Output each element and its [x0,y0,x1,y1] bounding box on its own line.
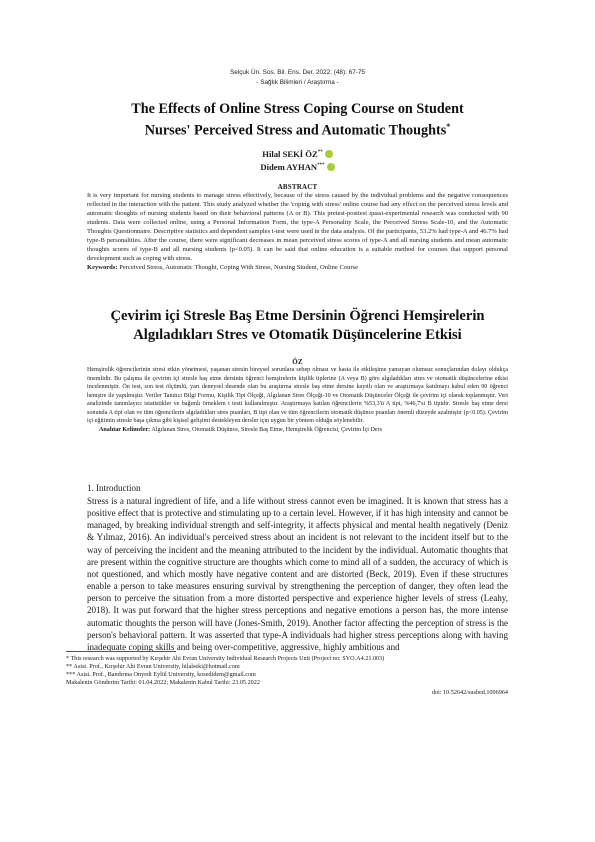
oz-heading: ÖZ [292,358,303,366]
introduction-paragraph: Stress is a natural ingredient of life, and a life without stress cannot even be imagined. It is known that stress has a positive effect that is protective and stimulating up to a certain level. However, if it has high intensity and cannot be managed, by breaking individual strength and self-integrity, it affects physical and mental health negatively (Deniz & Yılmaz, 2016). An individual's perceived stress about an incident is not relevant to the incident itself but to the way of perceiving the incident and the meaning attributed to the incident by the individual. Automatic thoughts that are present within the cognitive structure are thoughts which come to mind all of a sudden, the accuracy of which is not questioned, and which mostly have negative content and are distorted (Beck, 2019). Even if these structures enable a person to take measures ensuring survival by strengthening the perception of danger, they often lead the person to perceive the situation from a more distorted perspective and experience higher levels of stress (Leahy, 2018). It was put forward that the higher stress perceptions and negative emotions a person has, the more intense automatic thoughts the person will have (Jones-Smith, 2019). Another factor affecting the perception of stress is the person's behavioral pattern. It was asserted that type-A individuals had higher stress perceptions along with having inadequate coping skills and being over-competitive, aggressive, highly ambitious and [87,496,508,652]
abstract [87,192,508,273]
footnote: ** Asist. Prof., Kırşehir Ahi Evran University, hilalseki@hotmail.com [66,663,240,671]
title-line-2: Nurses' Perceived Stress and Automatic Thoughts* [144,122,451,139]
introduction-body [87,495,508,653]
orcid-icon[interactable] [327,163,335,171]
author-name: Hilal SEKİ ÖZ [262,149,318,159]
turkish-title-line-1: Çevirim içi Stresle Baş Etme Dersinin Öğrenci Hemşirelerin [110,308,485,324]
journal-header [0,68,595,88]
oz-keywords: Anahtar Kelimeler: Algılanan Stres, Otomatik Düşünce, Stresle Baş Etme, Hemşirelik Öğrencisi, Çevirim İçi Ders [99,426,383,433]
abstract-heading: ABSTRACT [277,183,318,191]
footnote-divider [66,651,176,652]
title-line-1: The Effects of Online Stress Coping Course on Student [131,101,464,117]
footnote: * This research was supported by Kırşehir Ahi Evran University Individual Research Projects Unit (Project no: SYO.A4.21.003) [66,655,385,662]
abstract-keywords: Keywords: Perceived Stress, Automatic Thought, Coping With Stress, Nursing Student, Online Course [87,263,359,271]
journal-citation: Selçuk Ün. Sos. Bil. Ens. Der. 2022; (48): 67-75 [230,69,365,76]
author-name: Didem AYHAN [260,162,318,172]
author-2 [0,162,595,172]
author-1 [0,149,595,159]
author-footnote-mark: *** [317,163,325,169]
footnotes [66,655,526,687]
oz-text: Hemşirelik öğrencilerinin stresi etkin yönetmesi, yaşanan stresin bireysel sorunlara sebep olması ve hasta ile etkileşime yansıyan olumsuz sonuçlarından dolayı oldukça önemlidir. Bu çalışma ile çevirim içi stresle baş etme dersinin öğrenci hemşirelerin kişilik tiplerine (A veya B) göre algıladıkları stres ve otomatik düşüncelerine etkisi incelenmiştir. Ön test, son test ölçümlü, yarı deneysel desende olan bu araştırma stresle baş etme dersine kayıtlı olan ve araştırmaya katılmayı kabul eden 90 öğrenci hemşire ile yapılmıştır. Veriler Tanıtıcı Bilgi Formu, Kişilik Tipi Ölçeği, Algılanan Stres Ölçeği-10 ve Otomatik Düşünceler Ölçeği ile çevirim içi olarak toplanmıştır. Veri analizinde tanımlayıcı istatistikler ve bağımlı örneklem t testi kullanılmıştır. Araştırmaya katılan öğrencilerin %53,3'ü A tipi, %46,7'si B tipidir. Stresle baş etme dersi sonunda A tipi olan ve tüm öğrencilerin algıladıkları stres puanları, B tipi olan ve tüm öğrencilerin otomatik düşünce puanları önemli düzeyde azalmıştır (p<0.05). Çevirim içi eğitimin stresle başa çıkma gibi kişisel gelişimi destekleyen dersler için uygun bir yöntem olduğu söylenebilir. [87,367,508,425]
oz [87,366,508,434]
author-footnote-mark: ** [317,150,323,156]
abstract-text: It is very important for nursing students to manage stress effectively, because of the stress caused by the individual problems and the negative consequences reflected in the interaction with the patient. This study analyzed whether the 'coping with stress' online course had any effect on the perceived stress levels and automatic thoughts of nursing students based on their behavioral patterns (A or B). This pretest-posttest quasi-experimental research was conducted with 90 students. Data were collected online, using a Personal Information Form, the type-A Personality Scale, the Perceived Stress Scale-10, and the Automatic Thoughts Questionnaire. Descriptive statistics and dependent samples t-test were used in the data analysis. Of the participants, 53.2% had type-A and 46.7% had type-B personalities. After the course, there were significant decreases in mean perceived stress scores of type-A and all nursing students and mean automatic thoughts scores of type-B and all nursing students (p<0.05). It can be said that online education is a suitable method for courses that support personal development such as coping with stress. [87,192,508,262]
turkish-title [70,307,525,345]
paper-title [80,100,515,140]
footnote: *** Asist. Prof., Bandırma Onyedi Eylül University, kosedidem@gmail.com [66,671,256,679]
submission-dates: Makalenin Gönderim Tarihi: 01.04.2022; Makalenin Kabul Tarihi: 23.05.2022 [66,679,260,687]
section-heading-introduction: 1. Introduction [87,483,141,493]
title-footnote-mark: * [446,122,451,131]
turkish-title-line-2: Algıladıkları Stres ve Otomatik Düşüncelerine Etkisi [133,327,462,343]
orcid-icon[interactable] [325,150,333,158]
journal-section: - Sağlık Bilimleri / Araştırma - [256,79,339,86]
doi[interactable]: doi: 10.52642/susbed.1096964 [431,689,508,696]
